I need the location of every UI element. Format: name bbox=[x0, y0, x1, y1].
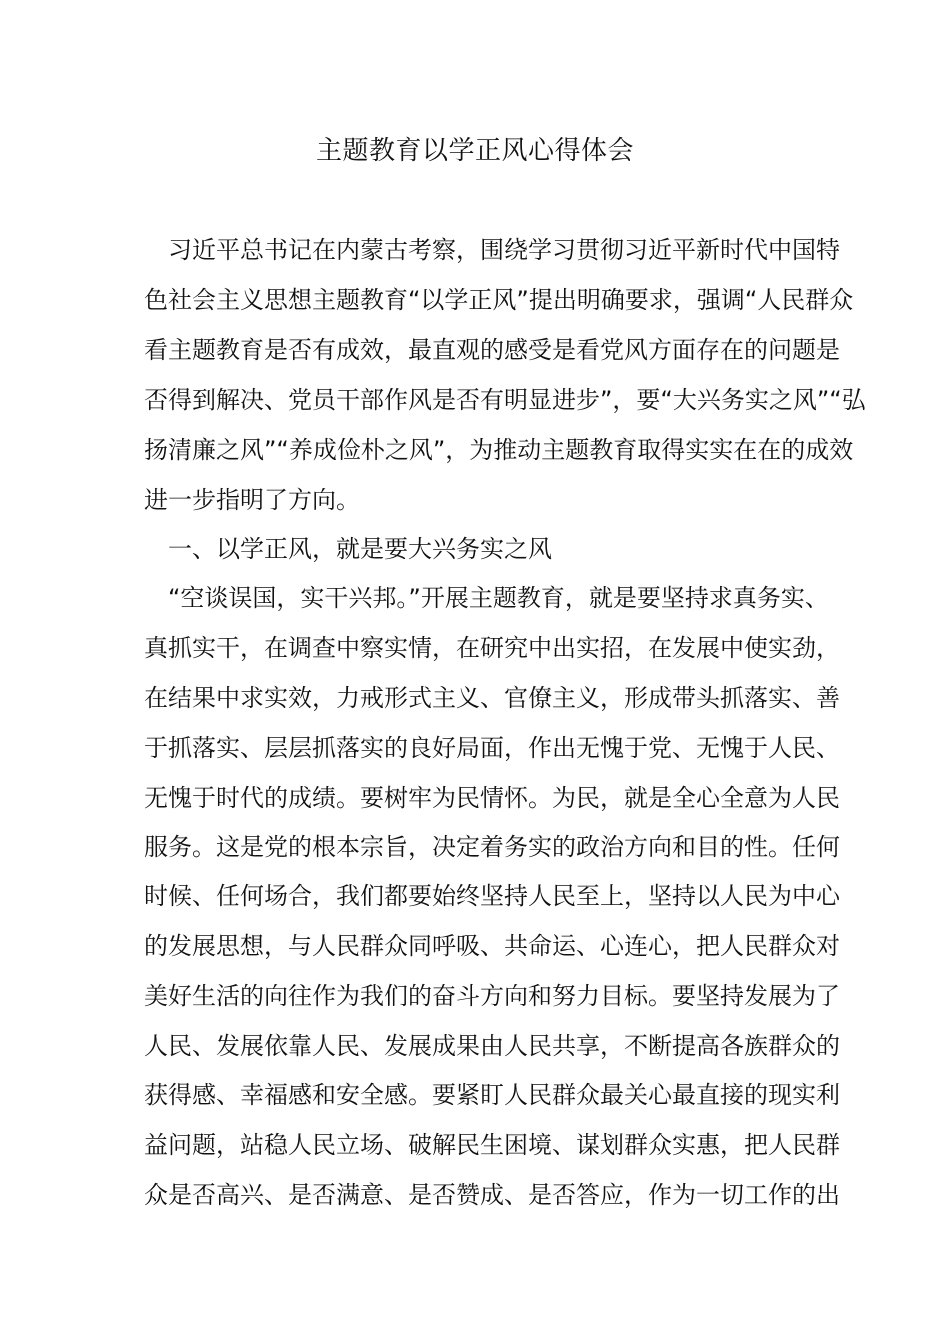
paragraph-line: “空谈误国，实干兴邦。”开展主题教育，就是要坚持求真务实、 bbox=[144, 584, 829, 612]
paragraph-line: 色社会主义思想主题教育“以学正风”提出明确要求，强调“人民群众 bbox=[144, 286, 854, 314]
paragraph-line: 进一步指明了方向。 bbox=[144, 486, 360, 514]
paragraph-line: 益问题，站稳人民立场、破解民生困境、谋划群众实惠，把人民群 bbox=[144, 1131, 840, 1159]
paragraph-line: 时候、任何场合，我们都要始终坚持人民至上，坚持以人民为中心 bbox=[144, 882, 840, 910]
document-title: 主题教育以学正风心得体会 bbox=[315, 136, 634, 166]
paragraph-line: 看主题教育是否有成效，最直观的感受是看党风方面存在的问题是 bbox=[144, 336, 840, 364]
paragraph-line: 习近平总书记在内蒙古考察，围绕学习贯彻习近平新时代中国特 bbox=[144, 236, 840, 264]
paragraph-line: 于抓落实、层层抓落实的良好局面，作出无愧于党、无愧于人民、 bbox=[144, 734, 840, 762]
paragraph-line: 扬清廉之风”“养成俭朴之风”，为推动主题教育取得实实在在的成效 bbox=[144, 436, 854, 464]
paragraph-line: 众是否高兴、是否满意、是否赞成、是否答应，作为一切工作的出 bbox=[144, 1181, 840, 1209]
paragraph-line: 真抓实干，在调查中察实情，在研究中出实招，在发展中使实劲， bbox=[144, 634, 840, 662]
paragraph-line: 获得感、幸福感和安全感。要紧盯人民群众最关心最直接的现实利 bbox=[144, 1081, 840, 1109]
paragraph-line: 服务。这是党的根本宗旨，决定着务实的政治方向和目的性。任何 bbox=[144, 833, 840, 861]
paragraph-line: 在结果中求实效，力戒形式主义、官僚主义，形成带头抓落实、善 bbox=[144, 684, 840, 712]
paragraph-line: 否得到解决、党员干部作风是否有明显进步”，要“大兴务实之风”“弘 bbox=[144, 386, 866, 414]
section-heading: 一、以学正风，就是要大兴务实之风 bbox=[144, 535, 552, 563]
paragraph-line: 人民、发展依靠人民、发展成果由人民共享，不断提高各族群众的 bbox=[144, 1032, 840, 1060]
paragraph-line: 美好生活的向往作为我们的奋斗方向和努力目标。要坚持发展为了 bbox=[144, 982, 840, 1010]
paragraph-line: 无愧于时代的成绩。要树牢为民情怀。为民，就是全心全意为人民 bbox=[144, 784, 840, 812]
paragraph-line: 的发展思想，与人民群众同呼吸、共命运、心连心，把人民群众对 bbox=[144, 932, 840, 960]
